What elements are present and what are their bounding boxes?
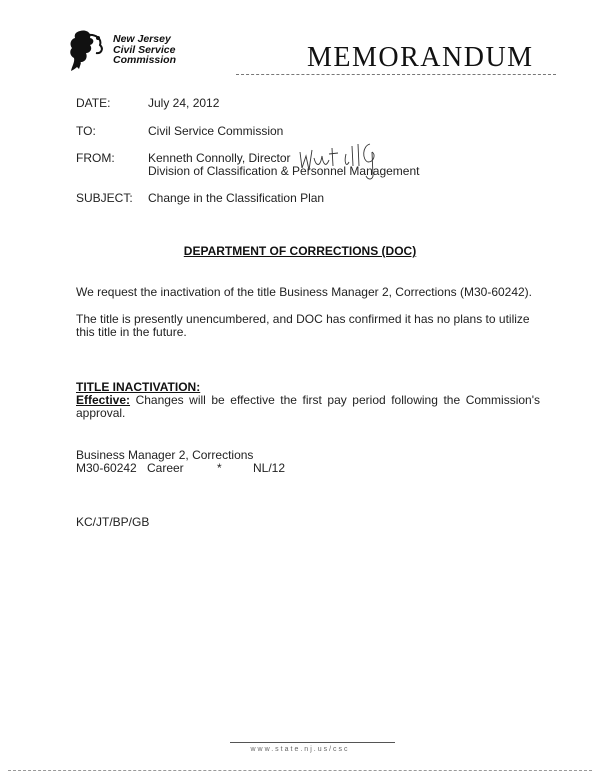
title-divider bbox=[236, 74, 556, 75]
department-heading: DEPARTMENT OF CORRECTIONS (DOC) bbox=[183, 244, 417, 258]
to-label: TO: bbox=[76, 124, 96, 138]
status-paragraph: The title is presently unencumbered, and DOC has confirmed it has no plans to utilize this title in the future. bbox=[76, 312, 530, 339]
org-name-line2: Civil Service bbox=[113, 43, 176, 56]
title-name: Business Manager 2, Corrections bbox=[76, 448, 254, 462]
csc-logo bbox=[66, 29, 186, 73]
title-class: NL/12 bbox=[253, 461, 286, 475]
from-value: Kenneth Connolly, Director bbox=[148, 151, 291, 165]
from-division: Division of Classification & Personnel Management bbox=[148, 164, 420, 178]
request-paragraph: We request the inactivation of the title Business Manager 2, Corrections (M30-60242). bbox=[76, 285, 533, 299]
title-inactivation-heading: TITLE INACTIVATION: bbox=[76, 380, 201, 394]
page-bottom-rule bbox=[8, 770, 592, 771]
to-value: Civil Service Commission bbox=[148, 124, 284, 138]
date-label: DATE: bbox=[76, 96, 111, 110]
memo-title: MEMORANDUM bbox=[307, 42, 534, 73]
from-label: FROM: bbox=[76, 151, 115, 165]
effective-text: Changes will be effective the first pay period following the Commission's approval. bbox=[76, 393, 540, 420]
effective-paragraph bbox=[76, 394, 540, 420]
title-mark: * bbox=[217, 461, 222, 475]
org-name-line3: Commission bbox=[113, 54, 177, 66]
effective-label: Effective: bbox=[76, 393, 131, 407]
footer-url: www.state.nj.us/csc bbox=[250, 746, 350, 753]
org-name-line1: New Jersey bbox=[113, 33, 171, 45]
handwritten-signature bbox=[296, 138, 386, 180]
author-initials: KC/JT/BP/GB bbox=[76, 515, 150, 529]
title-status: Career bbox=[147, 461, 184, 475]
footer-divider bbox=[230, 742, 395, 743]
subject-value: Change in the Classification Plan bbox=[148, 191, 325, 205]
new-jersey-seal-icon bbox=[66, 29, 106, 73]
subject-label: SUBJECT: bbox=[76, 191, 133, 205]
title-code: M30-60242 bbox=[76, 461, 137, 475]
date-value: July 24, 2012 bbox=[148, 96, 220, 110]
